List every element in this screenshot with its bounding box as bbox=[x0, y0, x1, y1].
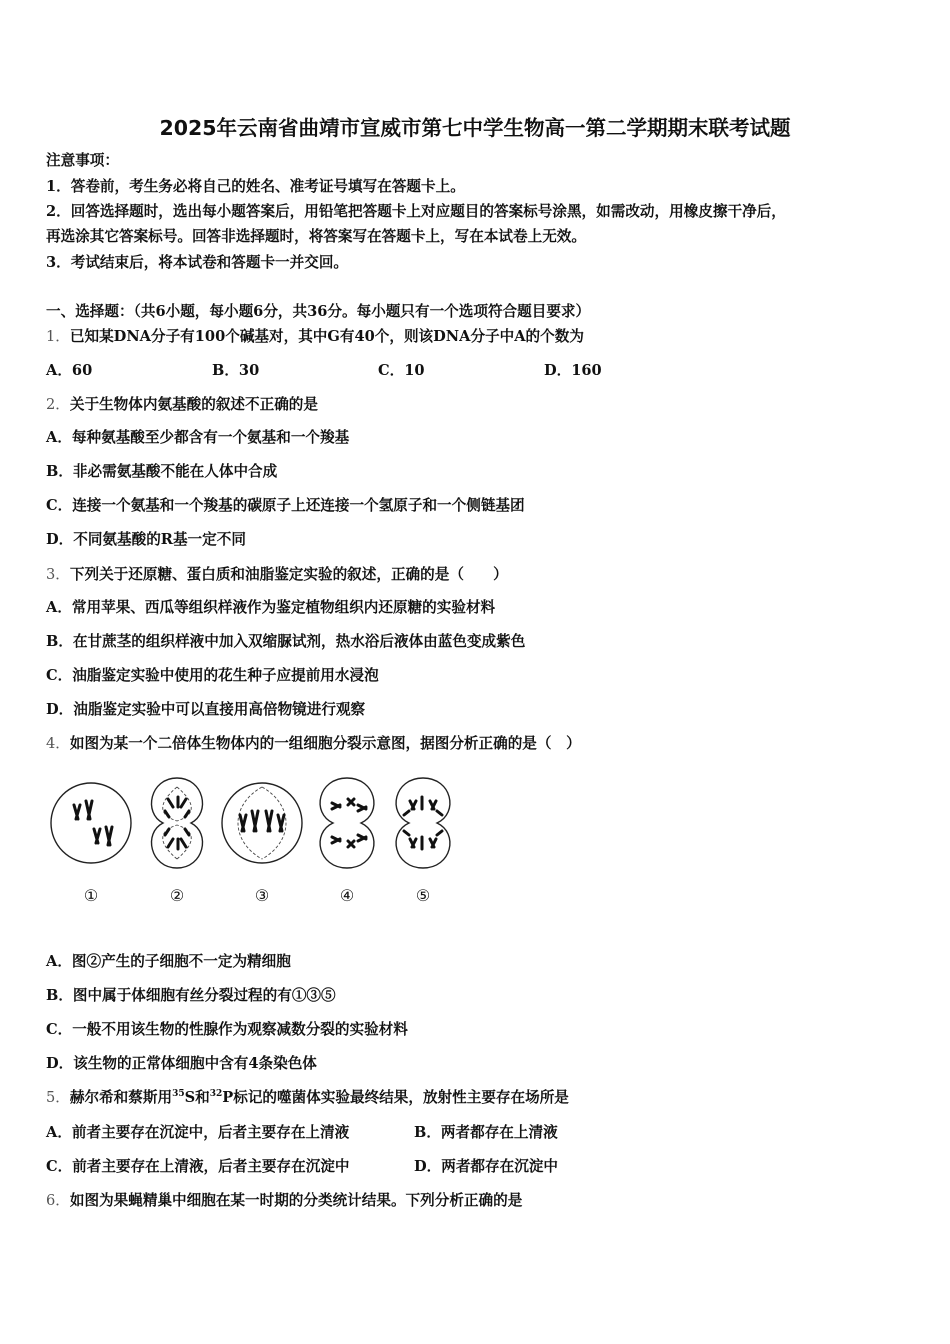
question-number: 6． bbox=[46, 1192, 70, 1209]
question-text: 如图为某一个二倍体生物体内的一组细胞分裂示意图，据图分析正确的是（ ） bbox=[69, 735, 581, 752]
notice-item-1: 1．答卷前，考生务必将自己的姓名、准考证号填写在答题卡上。 bbox=[46, 178, 465, 195]
cell-3-membrane bbox=[222, 783, 302, 863]
question-4-option-b: B．图中属于体细胞有丝分裂过程的有①③⑤ bbox=[46, 987, 336, 1004]
question-text: 已知某DNA分子有100个碱基对，其中G有40个，则该DNA分子中A的个数为 bbox=[69, 328, 584, 345]
cell-1-membrane bbox=[51, 783, 131, 863]
question-2-option-b: B．非必需氨基酸不能在人体中合成 bbox=[46, 463, 278, 480]
question-4 bbox=[46, 734, 581, 754]
option-d: D．两者都存在沉淀中 bbox=[414, 1158, 559, 1175]
figure-label-2: ② bbox=[169, 886, 185, 905]
question-number: 4． bbox=[46, 735, 70, 752]
superscript: 32 bbox=[209, 1089, 223, 1099]
option-a: A．前者主要存在沉淀中，后者主要存在上清液 bbox=[46, 1124, 350, 1141]
question-3-option-b: B．在甘蔗茎的组织样液中加入双缩脲试剂，热水浴后液体由蓝色变成紫色 bbox=[46, 633, 526, 650]
question-2 bbox=[46, 395, 318, 415]
section-heading: 一、选择题：（共6小题，每小题6分，共36分。每小题只有一个选项符合题目要求） bbox=[46, 303, 591, 320]
cell-4-membrane bbox=[320, 778, 374, 868]
question-number: 5． bbox=[46, 1089, 70, 1106]
notice-item-3: 3．考试结束后，将本试卷和答题卡一并交回。 bbox=[46, 254, 349, 271]
question-2-option-d: D．不同氨基酸的R基一定不同 bbox=[46, 531, 246, 548]
question-5 bbox=[46, 1088, 569, 1108]
figure-label-5: ⑤ bbox=[415, 886, 431, 905]
question-4-option-d: D．该生物的正常体细胞中含有4条染色体 bbox=[46, 1055, 317, 1072]
question-text: 如图为果蝇精巢中细胞在某一时期的分类统计结果。下列分析正确的是 bbox=[69, 1192, 523, 1209]
question-5-options-row-2 bbox=[46, 1157, 558, 1177]
question-text-part: P标记的噬菌体实验最终结果，放射性主要存在场所是 bbox=[222, 1089, 569, 1106]
question-3-option-c: C．油脂鉴定实验中使用的花生种子应提前用水浸泡 bbox=[46, 667, 379, 684]
question-text: 下列关于还原糖、蛋白质和油脂鉴定实验的叙述，正确的是（ ） bbox=[69, 566, 508, 583]
question-number: 1． bbox=[46, 328, 70, 345]
question-3-option-d: D．油脂鉴定实验中可以直接用高倍物镜进行观察 bbox=[46, 701, 366, 718]
question-text: 关于生物体内氨基酸的叙述不正确的是 bbox=[69, 396, 318, 413]
chromosome bbox=[86, 801, 92, 819]
question-3-option-a: A．常用苹果、西瓜等组织样液作为鉴定植物组织内还原糖的实验材料 bbox=[46, 599, 496, 616]
cell-5-membrane bbox=[396, 778, 450, 868]
option-b: B．两者都存在上清液 bbox=[414, 1124, 558, 1141]
option-c: C．前者主要存在上清液，后者主要存在沉淀中 bbox=[46, 1158, 350, 1175]
notice-heading: 注意事项： bbox=[46, 152, 119, 169]
question-4-option-c: C．一般不用该生物的性腺作为观察减数分裂的实验材料 bbox=[46, 1021, 408, 1038]
question-text-part: 赫尔希和蔡斯用 bbox=[69, 1089, 173, 1106]
chromosome bbox=[74, 805, 80, 819]
question-6 bbox=[46, 1191, 522, 1211]
option-a: A．60 bbox=[46, 362, 93, 379]
page-title: 2025年云南省曲靖市宣威市第七中学生物高一第二学期期末联考试题 bbox=[159, 116, 791, 140]
question-number: 3． bbox=[46, 566, 70, 583]
option-b: B．30 bbox=[212, 362, 260, 379]
cell-2-membrane bbox=[152, 778, 203, 868]
notice-item-2-cont: 再选涂其它答案标号。回答非选择题时，将答案写在答题卡上，写在本试卷上无效。 bbox=[46, 228, 586, 245]
question-3 bbox=[46, 565, 508, 585]
question-2-option-a: A．每种氨基酸至少都含有一个氨基和一个羧基 bbox=[46, 429, 350, 446]
notice-item-2: 2．回答选择题时，选出每小题答案后，用铅笔把答题卡上对应题目的答案标号涂黑，如需改动，用橡皮擦干净后， bbox=[46, 203, 786, 220]
question-2-option-c: C．连接一个氨基和一个羧基的碳原子上还连接一个氢原子和一个侧链基团 bbox=[46, 497, 525, 514]
question-5-options-row-1 bbox=[46, 1123, 558, 1143]
cell-division-figure bbox=[50, 775, 470, 910]
question-number: 2． bbox=[46, 396, 70, 413]
question-1-options bbox=[46, 361, 710, 381]
chromosome bbox=[94, 829, 100, 843]
figure-label-4: ④ bbox=[339, 886, 355, 905]
figure-label-1: ① bbox=[83, 886, 99, 905]
chromosome bbox=[106, 827, 112, 845]
question-text-part: S和 bbox=[184, 1089, 210, 1106]
superscript: 35 bbox=[172, 1089, 185, 1099]
option-c: C．10 bbox=[378, 362, 425, 379]
question-1 bbox=[46, 327, 584, 347]
question-4-option-a: A．图②产生的子细胞不一定为精细胞 bbox=[46, 953, 291, 970]
figure-label-3: ③ bbox=[254, 886, 270, 905]
option-d: D．160 bbox=[544, 362, 602, 379]
